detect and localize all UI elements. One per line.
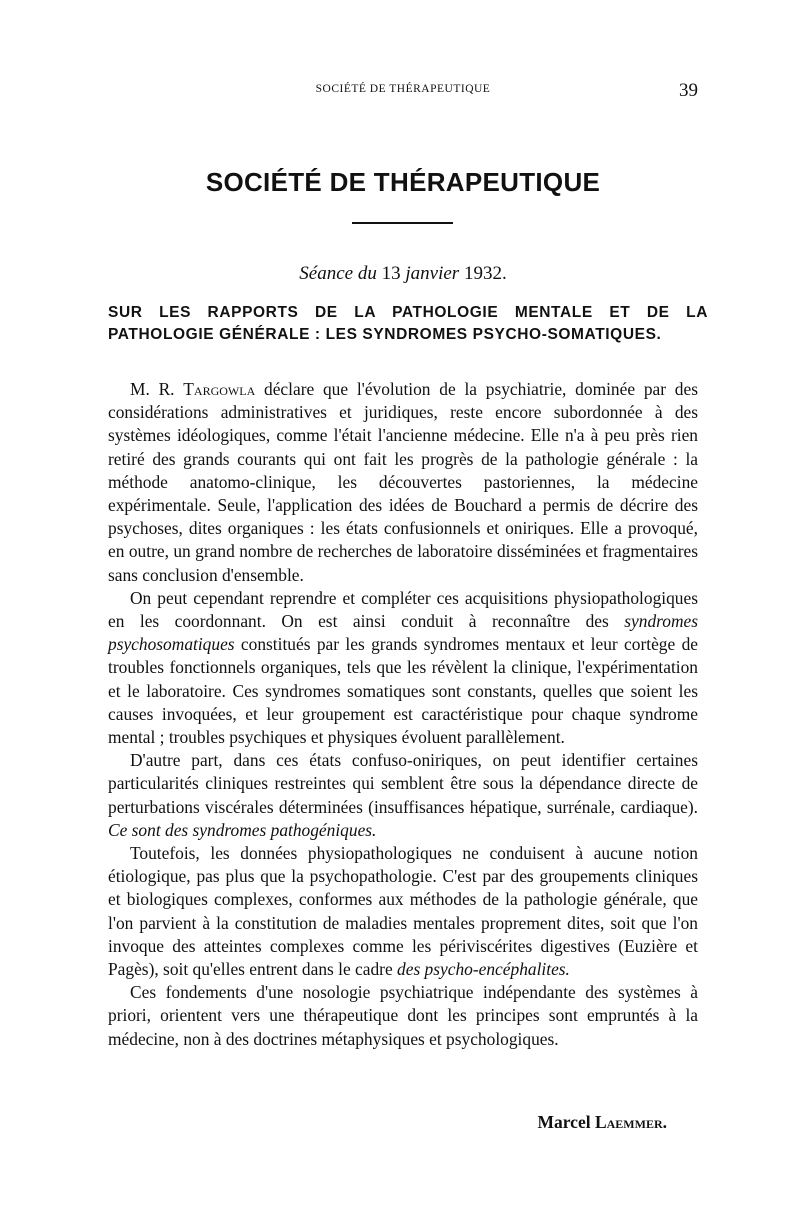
session-day: 13 bbox=[381, 263, 401, 284]
paragraph-2-text-b: constitués par les grands syndromes mentaux et leur cortège de troubles fonctionnels organiques, tels que les révèlent la clinique, l'expérimentation et le laboratoire. Ces syndromes somatiques sont constants, quelles que soient les causes invoquées, et leur groupement est caractéristique pour chaque syndrome mental ; troubles psychiques et physiques évoluent parallèlement. bbox=[108, 634, 698, 748]
paragraph-1 bbox=[108, 378, 698, 587]
paragraph-5-text: Ces fondements d'une nosologie psychiatrique indépendante des systèmes à priori, orientent vers une thérapeutique dont les principes sont empruntés à la médecine, non à des doctrines métaphysiques et psychologiques. bbox=[108, 982, 698, 1049]
session-date bbox=[108, 263, 698, 285]
paragraph-5 bbox=[108, 981, 698, 1051]
article-body bbox=[108, 378, 698, 1051]
session-prefix: Séance du bbox=[299, 263, 377, 284]
author-prefix: M. R. bbox=[130, 379, 175, 399]
signature-first-name: Marcel bbox=[537, 1112, 591, 1132]
session-month: janvier bbox=[405, 263, 460, 284]
signature-last-name: Laemmer. bbox=[594, 1112, 667, 1132]
running-head bbox=[108, 80, 698, 102]
paragraph-4-italic: des psycho-encéphalites. bbox=[397, 959, 570, 980]
page-number: 39 bbox=[679, 80, 698, 101]
paragraph-1-text: déclare que l'évolution de la psychiatrie, dominée par des considérations administratives et juridiques, reste encore subordonnée à des systèmes idéologiques, comme l'était l'ancienne médecine. Elle n'a à peu près rien retiré des grands courants qui ont fait les progrès de la pathologie générale : la méthode anatomo-clinique, les découvertes pastoriennes, la médecine expérimentale. Seule, l'application des idées de Bouchard a permis de décrire des psychoses, dites organiques : les états confusionnels et oniriques. Elle a provoqué, en outre, un grand nombre de recherches de laboratoire disséminées et fragmentaires sans conclusion d'ensemble. bbox=[108, 379, 698, 585]
paragraph-3-italic: Ce sont des syndromes pathogéniques. bbox=[108, 819, 377, 840]
signature bbox=[537, 1112, 667, 1133]
paragraph-4-text-a: Toutefois, les données physiopathologiques ne conduisent à aucune notion étiologique, pas plus que la psychopathologie. C'est par des groupements cliniques et biologiques complexes, conformes aux méthodes de la pathologie générale, que l'on parvient à la constitution de maladies mentales proprement dites, soit que l'on invoque des atteintes complexes comme les périviscérites digestives (Euzière et Pagès), soit qu'elles entrent dans le cadre bbox=[108, 843, 698, 980]
section-title: SOCIÉTÉ DE THÉRAPEUTIQUE bbox=[205, 167, 601, 197]
paragraph-3 bbox=[108, 749, 698, 842]
paragraph-3-text-a: D'autre part, dans ces états confuso-oniriques, on peut identifier certaines particularités cliniques restreintes qui semblent être sous la dépendance directe de perturbations viscérales déterminées (insuffisances hépatique, surrénale, cardiaque). bbox=[108, 750, 698, 817]
title-rule bbox=[352, 222, 453, 224]
paragraph-4 bbox=[108, 842, 698, 981]
author-name: Targowla bbox=[183, 379, 256, 399]
paragraph-2-text-a: On peut cependant reprendre et compléter ces acquisitions physiopathologiques en les coordonnant. On est ainsi conduit à reconnaître des bbox=[108, 587, 698, 632]
running-title: SOCIÉTÉ DE THÉRAPEUTIQUE bbox=[315, 83, 491, 95]
paragraph-2 bbox=[108, 587, 698, 749]
paragraph-2-italic: syndromes psychosomatiques bbox=[108, 611, 699, 655]
article-title: SUR LES RAPPORTS DE LA PATHOLOGIE MENTALE ET DE LA PATHOLOGIE GÉNÉRALE : LES SYNDROMES PSYCHO-SOMATIQUES. bbox=[108, 304, 708, 343]
session-year: 1932. bbox=[463, 263, 507, 284]
